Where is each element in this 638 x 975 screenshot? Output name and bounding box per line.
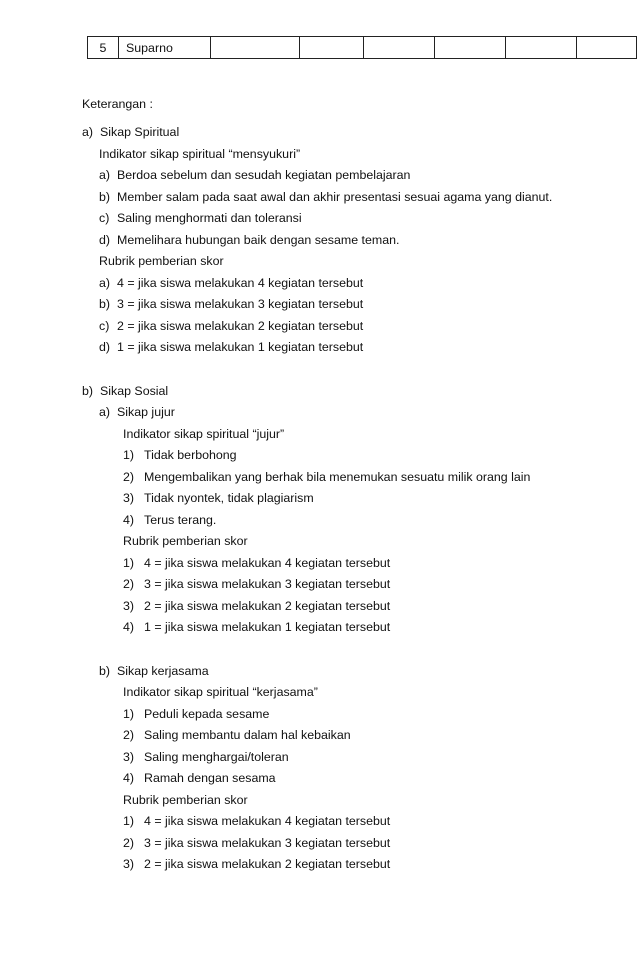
list-item: 2) 3 = jika siswa melakukan 3 kegiatan tersebut: [123, 836, 391, 850]
list-item: 3) Saling menghargai/toleran: [123, 750, 289, 764]
rubrik-heading: Rubrik pemberian skor: [123, 793, 248, 807]
section-heading-spiritual: a) Sikap Spiritual: [82, 125, 180, 139]
list-item: 4) 1 = jika siswa melakukan 1 kegiatan tersebut: [123, 620, 391, 634]
table-cell: [435, 37, 506, 59]
rubrik-heading: Rubrik pemberian skor: [99, 254, 224, 268]
table-cell: [300, 37, 364, 59]
indikator-text: Indikator sikap spiritual “jujur”: [123, 427, 285, 441]
list-item: b) Member salam pada saat awal dan akhir presentasi sesuai agama yang dianut.: [99, 190, 553, 204]
list-item: 3) 2 = jika siswa melakukan 2 kegiatan tersebut: [123, 857, 391, 871]
list-item: d) Memelihara hubungan baik dengan sesame teman.: [99, 233, 400, 247]
table-cell: [211, 37, 300, 59]
subsection-heading-jujur: a) Sikap jujur: [99, 405, 175, 419]
student-name-cell: Suparno: [119, 37, 211, 59]
list-item: 1) 4 = jika siswa melakukan 4 kegiatan tersebut: [123, 814, 391, 828]
list-item: c) 2 = jika siswa melakukan 2 kegiatan tersebut: [99, 319, 364, 333]
list-item: 4) Ramah dengan sesama: [123, 771, 276, 785]
list-item: a) 4 = jika siswa melakukan 4 kegiatan tersebut: [99, 276, 364, 290]
list-item: 2) 3 = jika siswa melakukan 3 kegiatan tersebut: [123, 577, 391, 591]
list-item: 3) 2 = jika siswa melakukan 2 kegiatan tersebut: [123, 599, 391, 613]
table-cell: [577, 37, 637, 59]
list-item: 1) Tidak berbohong: [123, 448, 237, 462]
keterangan-heading: Keterangan :: [82, 97, 153, 111]
list-item: c) Saling menghormati dan toleransi: [99, 211, 302, 225]
table-cell: [506, 37, 577, 59]
table-row: [88, 37, 637, 59]
list-item: 2) Saling membantu dalam hal kebaikan: [123, 728, 351, 742]
indikator-text: Indikator sikap spiritual “mensyukuri”: [99, 147, 301, 161]
list-item: 1) 4 = jika siswa melakukan 4 kegiatan tersebut: [123, 556, 391, 570]
list-item: a) Berdoa sebelum dan sesudah kegiatan pembelajaran: [99, 168, 411, 182]
section-heading-sosial: b) Sikap Sosial: [82, 384, 169, 398]
list-item: 2) Mengembalikan yang berhak bila menemukan sesuatu milik orang lain: [123, 470, 531, 484]
indikator-text: Indikator sikap spiritual “kerjasama”: [123, 685, 318, 699]
table-cell: [364, 37, 435, 59]
subsection-heading-kerjasama: b) Sikap kerjasama: [99, 664, 209, 678]
list-item: 4) Terus terang.: [123, 513, 217, 527]
list-item: 3) Tidak nyontek, tidak plagiarism: [123, 491, 314, 505]
score-table: [87, 36, 637, 59]
list-item: b) 3 = jika siswa melakukan 3 kegiatan tersebut: [99, 297, 364, 311]
row-number-cell: 5: [88, 37, 119, 59]
list-item: d) 1 = jika siswa melakukan 1 kegiatan tersebut: [99, 340, 364, 354]
list-item: 1) Peduli kepada sesame: [123, 707, 270, 721]
rubrik-heading: Rubrik pemberian skor: [123, 534, 248, 548]
